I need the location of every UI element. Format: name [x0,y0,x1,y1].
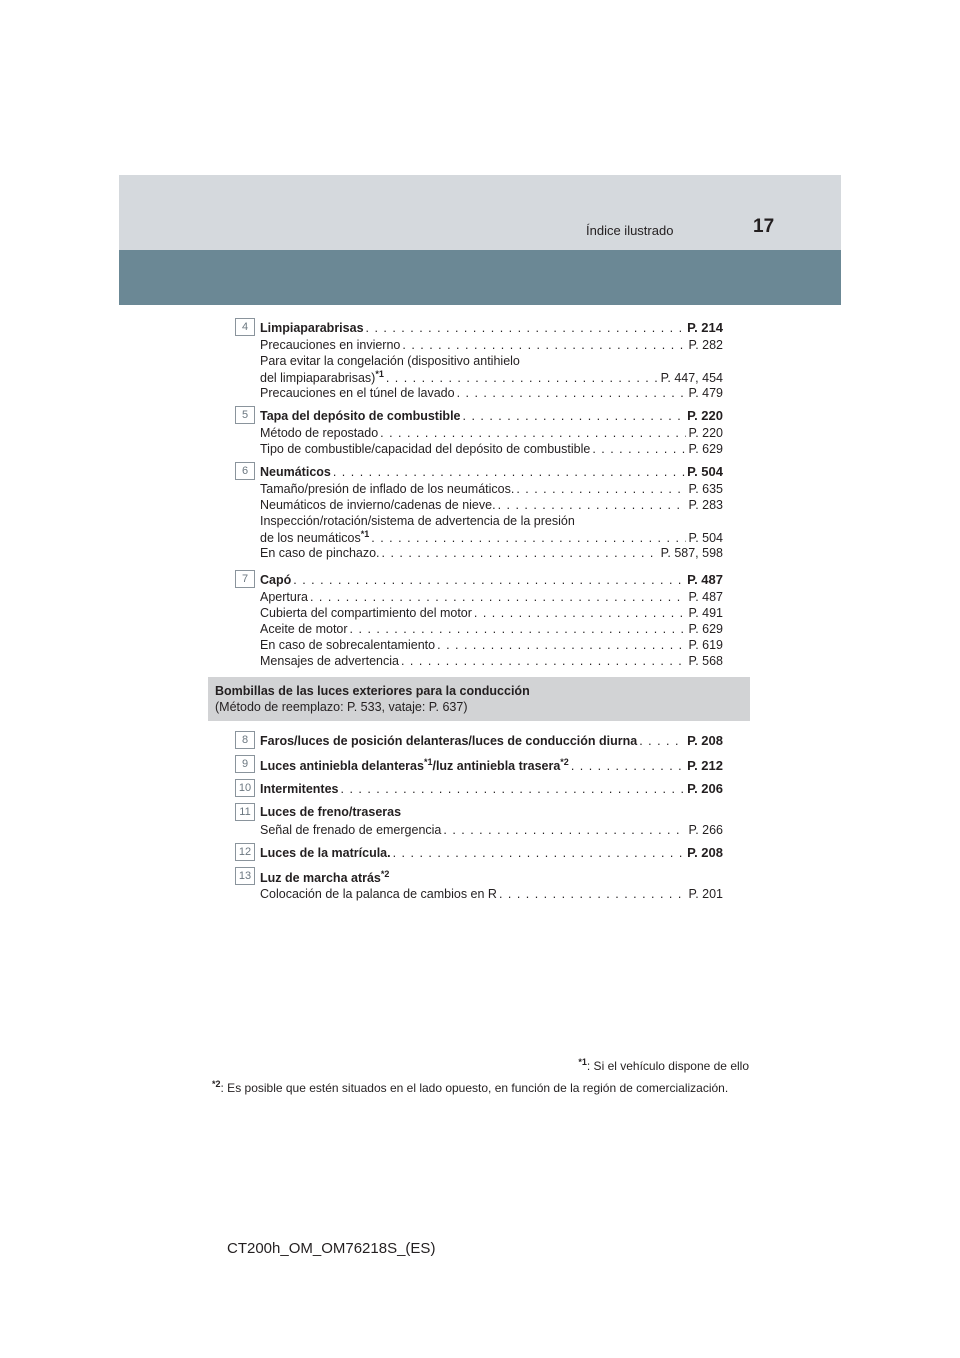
page-ref[interactable]: P. 282 [688,338,723,352]
page-ref[interactable]: P. 206 [687,781,723,796]
sub-entry[interactable]: Cubierta del compartimiento del motor . . . P. 491 [260,606,723,620]
band-title: Bombillas de las luces exteriores para la conducción [215,684,530,698]
sub-entry[interactable]: Neumáticos de invierno/cadenas de nieve. . . . P. 283 [260,498,723,512]
entry-luces-freno: Luces de freno/traseras [260,805,402,819]
sub-entry[interactable]: Apertura . . . P. 487 [260,590,723,604]
entry-label: Capó [260,573,292,587]
sub-entry[interactable]: Aceite de motor . . . P. 629 [260,622,723,636]
header-band-dark [119,250,841,305]
item-number-4: 4 [235,318,255,336]
sub-entry[interactable]: Señal de frenado de emergencia . . . P. 266 [260,823,723,837]
page-ref[interactable]: P. 619 [688,638,723,652]
page-ref[interactable]: P. 220 [687,408,723,423]
sub-entry[interactable]: Mensajes de advertencia . . . P. 568 [260,654,723,668]
entry-label: Tapa del depósito de combustible [260,409,461,423]
header-band-light [119,175,841,250]
page-ref[interactable]: P. 568 [688,654,723,668]
entry-label: Neumáticos [260,465,331,479]
page-ref[interactable]: P. 629 [688,622,723,636]
sub-entry[interactable]: Método de repostado . . . P. 220 [260,426,723,440]
item-number-9: 9 [235,755,255,773]
page-ref[interactable]: P. 283 [688,498,723,512]
footnote-mark: *1 [360,529,370,539]
entry-limpiaparabrisas[interactable] [260,320,723,335]
page-ref[interactable]: P. 214 [687,320,723,335]
sub-entry[interactable]: del limpiaparabrisas)$^{*1}$ . . . P. 447, 454 [260,369,723,385]
footnote-mark: *2 [560,757,569,767]
item-number-6: 6 [235,462,255,480]
page-ref[interactable]: P. 504 [687,464,723,479]
footnote-2: $^{*2}$: Es posible que estén situados en el lado opuesto, en función de la región de comercialización. [212,1079,729,1095]
footnote-1: $^{*1}$: Si el vehículo dispone de ello [578,1057,749,1073]
page-ref[interactable]: P. 201 [688,887,723,901]
item-number-11: 11 [235,803,255,821]
page-ref[interactable]: P. 208 [687,845,723,860]
page-ref[interactable]: P. 266 [688,823,723,837]
band-subtitle: (Método de reemplazo: P. 533, vataje: P. 637) [215,700,468,714]
footnote-mark: *1 [423,757,433,767]
sub-entry[interactable]: de los neumáticos$^{*1}$ . . . P. 504 [260,529,723,545]
page-ref[interactable]: P. 587, 598 [660,546,723,560]
entry-marcha-atras: Luz de marcha atrás$^{*2}$ [260,869,390,886]
item-number-12: 12 [235,843,255,861]
item-number-7: 7 [235,570,255,588]
footnote-mark: *2 [380,869,390,879]
section-title: Índice ilustrado [586,223,674,238]
page-ref[interactable]: P. 487 [688,590,723,604]
sub-entry[interactable]: Colocación de la palanca de cambios en R . . . P. 201 [260,887,723,901]
entry-label: Intermitentes [260,782,339,796]
entry-label: Limpiaparabrisas [260,321,364,335]
sub-entry-text: Para evitar la congelación (dispositivo antihielo [260,354,520,368]
sub-entry[interactable]: Precauciones en el túnel de lavado . . . P. 479 [260,386,723,400]
sub-entry[interactable]: Precauciones en invierno . . . P. 282 [260,338,723,352]
entry-matricula[interactable] [260,845,723,860]
entry-neumaticos[interactable] [260,464,723,479]
page-ref[interactable]: P. 447, 454 [660,371,723,386]
item-number-5: 5 [235,406,255,424]
entry-intermitentes[interactable] [260,781,723,796]
sub-entry-text: Inspección/rotación/sistema de advertencia de la presión [260,514,575,528]
footnote-mark: *1 [375,369,384,379]
page-ref[interactable]: P. 635 [688,482,723,496]
page-ref[interactable]: P. 479 [688,386,723,400]
page-ref[interactable]: P. 220 [688,426,723,440]
sub-entry[interactable]: Tipo de combustible/capacidad del depósito de combustible . . . P. 629 [260,442,723,456]
page-ref[interactable]: P. 629 [688,442,723,456]
page-ref[interactable]: P. 491 [688,606,723,620]
entry-tapa-deposito[interactable] [260,408,723,423]
entry-label: Faros/luces de posición delanteras/luces de conducción diurna [260,734,638,748]
item-number-8: 8 [235,731,255,749]
sub-entry[interactable]: En caso de pinchazo. . . . P. 587, 598 [260,546,723,560]
document-code: CT200h_OM_OM76218S_(ES) [227,1240,436,1257]
page-ref[interactable]: P. 208 [687,733,723,748]
sub-entry[interactable]: Tamaño/presión de inflado de los neumáticos. . . . P. 635 [260,482,723,496]
entry-capo[interactable] [260,572,723,587]
item-number-13: 13 [235,867,255,885]
page-ref[interactable]: P. 212 [687,758,723,774]
page-ref[interactable]: P. 504 [688,531,723,546]
page-number: 17 [753,216,775,237]
entry-faros[interactable] [260,733,723,748]
page-ref[interactable]: P. 487 [687,572,723,587]
entry-label: Luces de la matrícula. [260,846,391,860]
item-number-10: 10 [235,779,255,797]
entry-antiniebla[interactable]: Luces antiniebla delanteras$^{*1}$/luz antiniebla trasera$^{*2}$ . . . P. 212 [260,757,723,773]
sub-entry[interactable]: En caso de sobrecalentamiento . . . P. 619 [260,638,723,652]
